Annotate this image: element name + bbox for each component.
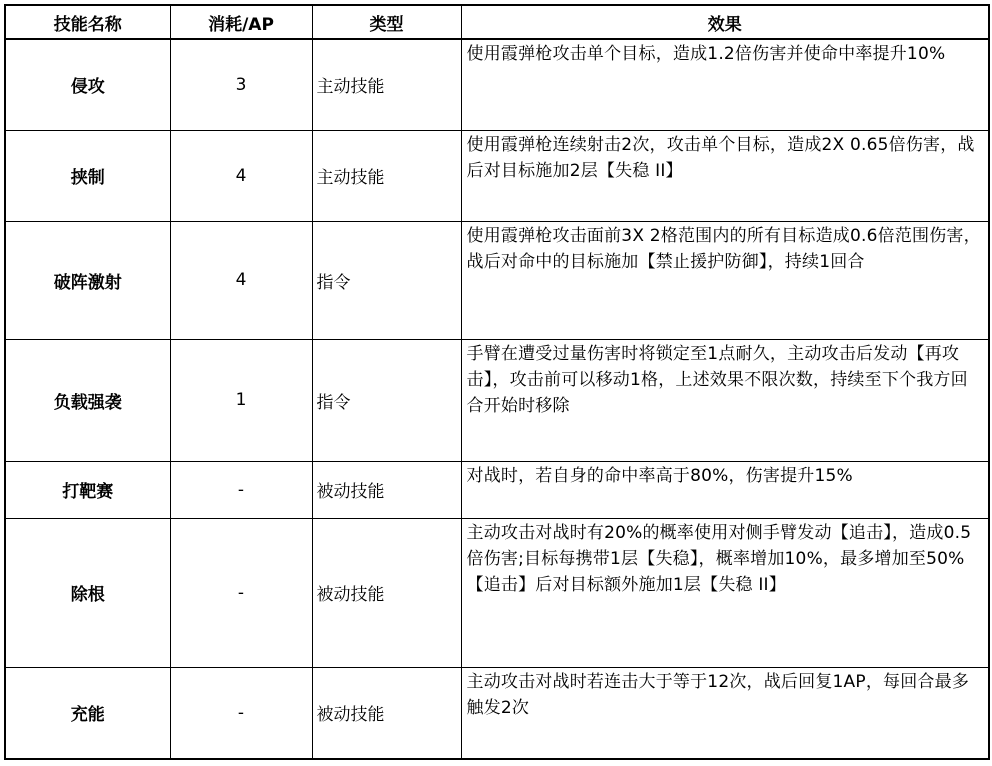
skill-type: 主动技能 [312,130,461,221]
skill-name: 除根 [5,518,170,667]
skill-table [4,4,990,760]
skill-type: 被动技能 [312,518,461,667]
skill-type: 指令 [312,221,461,339]
skill-cost: - [170,461,312,518]
skill-name: 挟制 [5,130,170,221]
skill-effect: 使用霞弹枪攻击面前3X 2格范围内的所有目标造成0.6倍范围伤害，战后对命中的目标施加【禁止援护防御】，持续1回合 [461,221,989,339]
skill-type: 被动技能 [312,667,461,759]
table-row [5,461,989,518]
table-row [5,130,989,221]
table-row [5,221,989,339]
skill-name: 侵攻 [5,39,170,130]
header-name: 技能名称 [5,5,170,39]
skill-name: 打靶赛 [5,461,170,518]
skill-cost: - [170,667,312,759]
table-row [5,339,989,461]
skill-effect: 对战时，若自身的命中率高于80%，伤害提升15% [461,461,989,518]
table-row [5,667,989,759]
skill-name: 破阵激射 [5,221,170,339]
header-effect: 效果 [461,5,989,39]
skill-cost: - [170,518,312,667]
skill-effect: 手臂在遭受过量伤害时将锁定至1点耐久，主动攻击后发动【再攻击】，攻击前可以移动1格，上述效果不限次数，持续至下个我方回合开始时移除 [461,339,989,461]
skill-effect: 主动攻击对战时有20%的概率使用对侧手臂发动【追击】，造成0.5倍伤害;目标每携带1层【失稳】，概率增加10%，最多增加至50%【追击】后对目标额外施加1层【失稳 II】 [461,518,989,667]
skill-cost: 3 [170,39,312,130]
skill-type: 指令 [312,339,461,461]
skill-effect: 使用霞弹枪攻击单个目标，造成1.2倍伤害并使命中率提升10% [461,39,989,130]
skill-effect: 主动攻击对战时若连击大于等于12次，战后回复1AP，每回合最多触发2次 [461,667,989,759]
skill-effect: 使用霞弹枪连续射击2次，攻击单个目标，造成2X 0.65倍伤害，战后对目标施加2层【失稳 II】 [461,130,989,221]
skill-cost: 1 [170,339,312,461]
header-type: 类型 [312,5,461,39]
skill-type: 主动技能 [312,39,461,130]
header-row [5,5,989,39]
table-row [5,518,989,667]
skill-name: 充能 [5,667,170,759]
table-row [5,39,989,130]
skill-cost: 4 [170,221,312,339]
skill-name: 负载强袭 [5,339,170,461]
skill-type: 被动技能 [312,461,461,518]
skill-cost: 4 [170,130,312,221]
header-cost: 消耗/AP [170,5,312,39]
